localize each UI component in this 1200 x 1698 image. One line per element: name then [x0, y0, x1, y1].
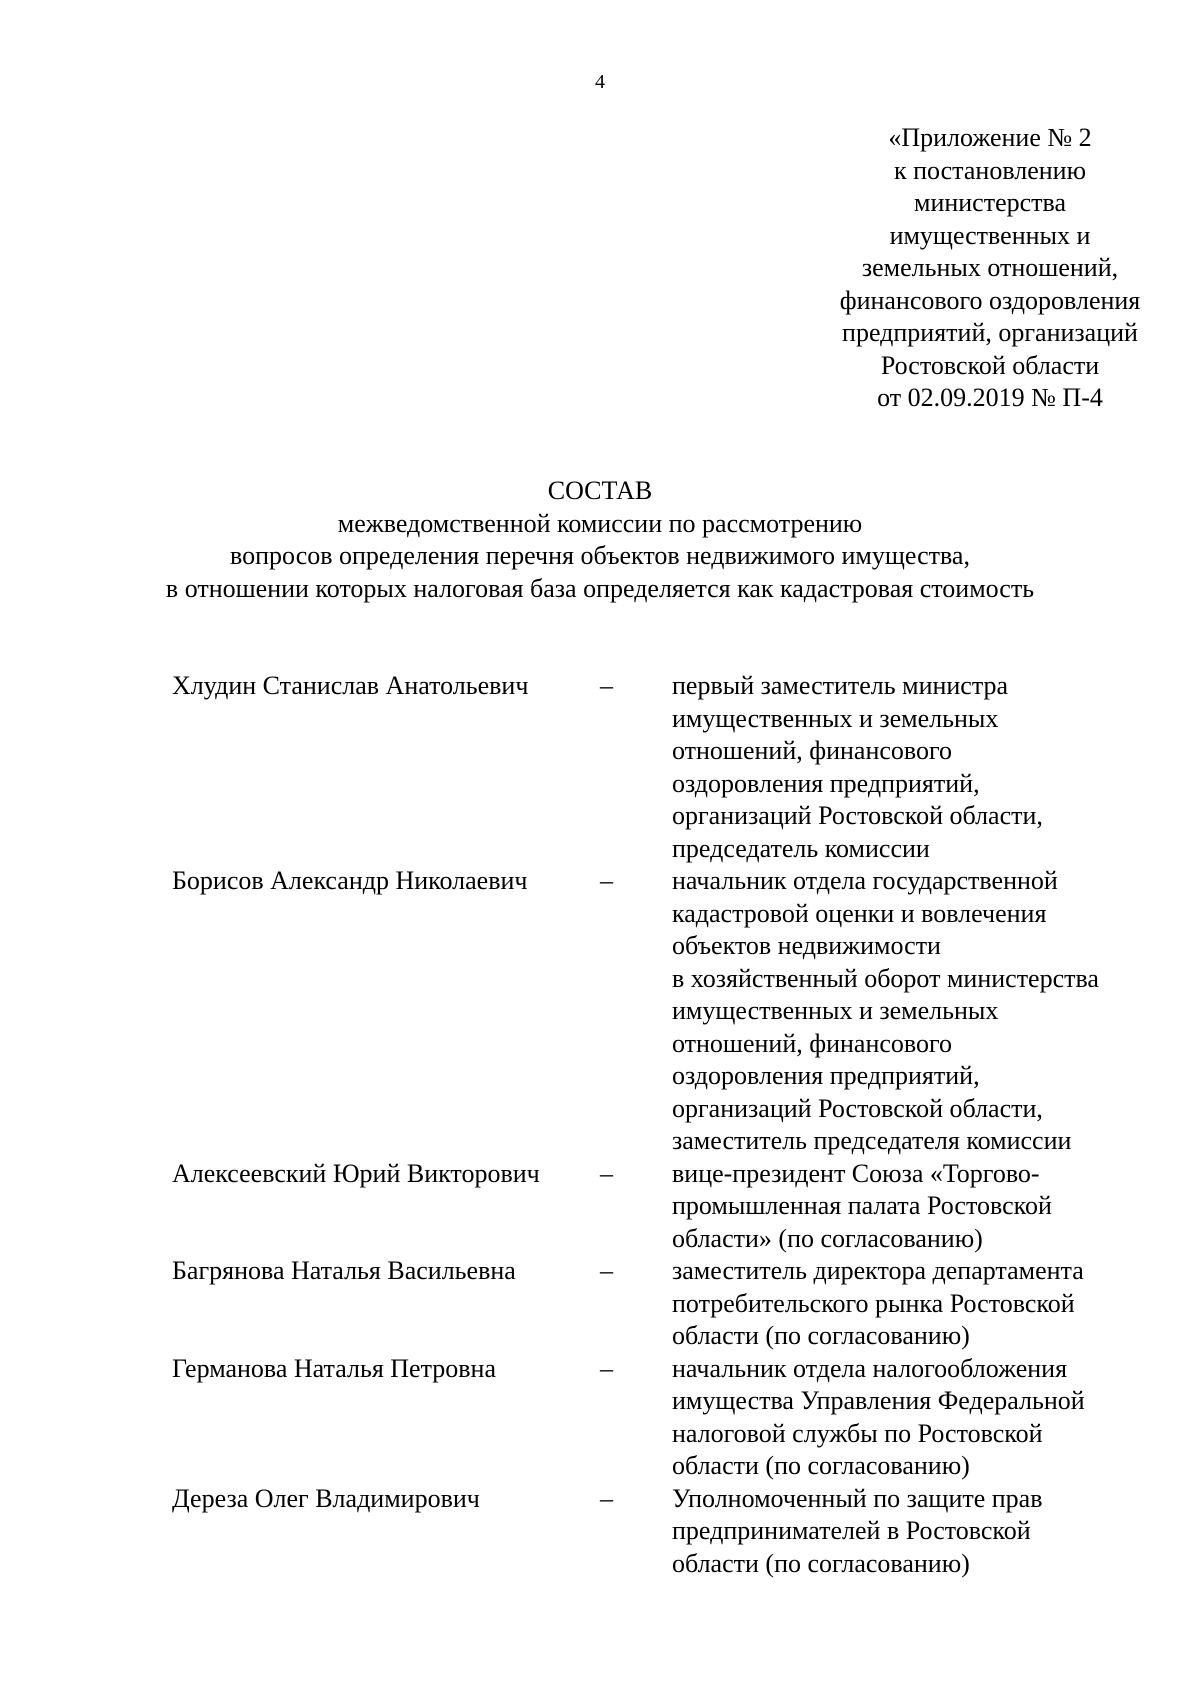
title-subtitle-line: в отношении которых налоговая база определяется как кадастровая стоимость: [165, 573, 1035, 603]
member-role-line: области (по согласованию): [672, 1451, 970, 1480]
title-heading: СОСТАВ: [547, 476, 653, 505]
member-role-line: заместитель председателя комиссии: [672, 1126, 1072, 1155]
member-role-line: промышленная палата Ростовской: [672, 1191, 1052, 1220]
member-role-line: в хозяйственный оборот министерства: [672, 963, 1099, 993]
member-name: Алексеевский Юрий Викторович: [172, 1158, 540, 1188]
member-name: Дереза Олег Владимирович: [172, 1483, 480, 1513]
member-role-line: первый заместитель министра: [672, 671, 1009, 700]
member-role: [672, 865, 1172, 1158]
member-name: Багрянова Наталья Васильевна: [172, 1256, 516, 1285]
appendix-header: [780, 122, 1200, 415]
member-role-line: имущественных и земельных: [672, 703, 999, 733]
member-role-line: оздоровления предприятий,: [672, 1061, 980, 1090]
members-list: [172, 670, 1172, 1580]
member-role-line: начальник отдела налогообложения: [672, 1353, 1068, 1383]
member-role-line: области» (по согласованию): [672, 1223, 983, 1253]
member-role-line: кадастровой оценки и вовлечения: [672, 898, 1047, 928]
member-role-line: потребительского рынка Ростовской: [672, 1288, 1075, 1318]
member-row: [172, 865, 1172, 1158]
member-role: [672, 1158, 1172, 1256]
appendix-line: земельных отношений,: [861, 253, 1119, 282]
member-role: [672, 1483, 1172, 1581]
member-row: [172, 1483, 1172, 1581]
member-role-line: отношений, финансового: [672, 1028, 953, 1058]
member-role-line: председатель комиссии: [672, 833, 930, 863]
member-role-line: начальник отдела государственной: [672, 866, 1058, 895]
member-row: [172, 1158, 1172, 1256]
document-title: [0, 475, 1200, 605]
appendix-line: от 02.09.2019 № П-4: [877, 383, 1103, 412]
member-name: Германова Наталья Петровна: [172, 1353, 497, 1383]
member-dash: –: [600, 1353, 613, 1383]
member-role-line: вице-президент Союза «Торгово-: [672, 1158, 1040, 1188]
appendix-line: к постановлению: [893, 155, 1087, 185]
member-role-line: отношений, финансового: [672, 736, 953, 765]
member-role-line: имущественных и земельных: [672, 996, 999, 1025]
member-name: Хлудин Станислав Анатольевич: [172, 671, 529, 700]
appendix-line: Ростовской области: [880, 350, 1100, 380]
member-row: [172, 1353, 1172, 1483]
appendix-line: «Приложение № 2: [888, 123, 1092, 152]
member-dash: –: [600, 866, 613, 895]
member-name: Борисов Александр Николаевич: [172, 866, 528, 895]
appendix-line: министерства: [913, 188, 1066, 217]
member-row: [172, 1255, 1172, 1353]
member-dash: –: [600, 1158, 613, 1188]
member-dash: –: [600, 671, 613, 700]
member-role-line: объектов недвижимости: [672, 931, 941, 960]
member-role: [672, 1255, 1172, 1353]
member-role-line: организаций Ростовской области,: [672, 1093, 1043, 1123]
title-subtitle-line: межведомственной комиссии по рассмотрению: [337, 508, 863, 538]
member-dash: –: [600, 1483, 613, 1513]
member-role: [672, 670, 1172, 865]
member-role: [672, 1353, 1172, 1483]
member-role-line: области (по согласованию): [672, 1548, 970, 1578]
member-role-line: области (по согласованию): [672, 1321, 970, 1350]
title-subtitle-line: вопросов определения перечня объектов недвижимого имущества,: [230, 541, 970, 570]
member-dash: –: [600, 1256, 613, 1285]
member-role-line: заместитель директора департамента: [672, 1256, 1084, 1285]
appendix-line: предприятий, организаций: [842, 318, 1138, 347]
member-role-line: имущества Управления Федеральной: [672, 1386, 1085, 1415]
member-role-line: налоговой службы по Ростовской: [672, 1418, 1043, 1448]
member-row: [172, 670, 1172, 865]
member-role-line: Уполномоченный по защите прав: [672, 1483, 1043, 1513]
member-role-line: предпринимателей в Ростовской: [672, 1516, 1031, 1545]
member-role-line: организаций Ростовской области,: [672, 801, 1043, 830]
member-role-line: оздоровления предприятий,: [672, 768, 980, 798]
page-number: 4: [595, 71, 605, 93]
appendix-line: имущественных и: [889, 220, 1091, 250]
appendix-line: финансового оздоровления: [839, 285, 1141, 315]
